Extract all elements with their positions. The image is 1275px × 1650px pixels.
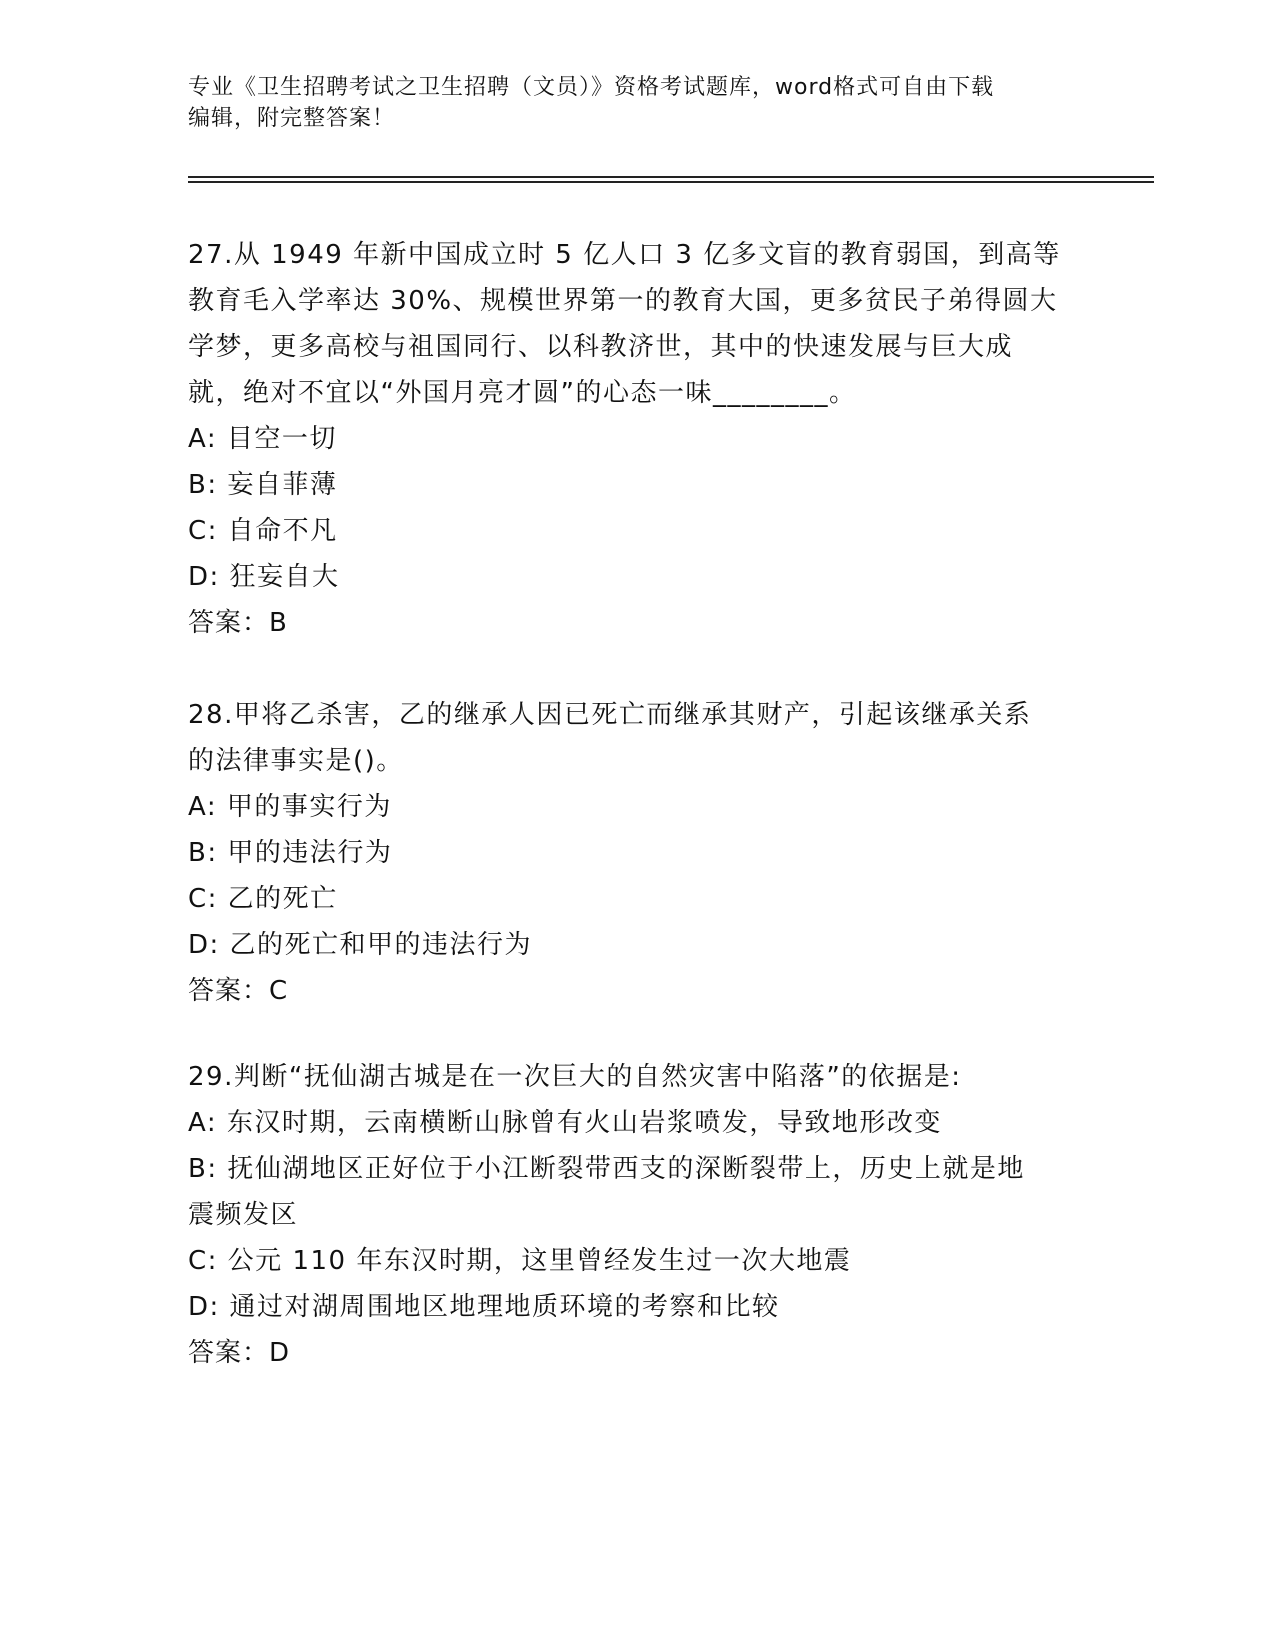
document-header (188, 72, 1068, 134)
question-stem-line: 的法律事实是()。 (188, 746, 404, 776)
option-d: D: 乙的死亡和甲的违法行为 (188, 930, 533, 960)
option-b-continued: 震频发区 (188, 1200, 299, 1230)
option-b: B: 妄自菲薄 (188, 470, 338, 500)
question-stem-line: 教育毛入学率达 30%、规模世界第一的教育大国，更多贫民子弟得圆大 (188, 286, 1058, 316)
question-stem-line: 29.判断“抚仙湖古城是在一次巨大的自然灾害中陷落”的依据是: (188, 1062, 962, 1092)
question-28 (188, 692, 1088, 1014)
option-d: D: 通过对湖周围地区地理地质环境的考察和比较 (188, 1292, 780, 1322)
answer-label: 答案：D (188, 1338, 291, 1368)
question-stem-line: 学梦，更多高校与祖国同行、以科教济世，其中的快速发展与巨大成 (188, 332, 1014, 362)
option-a: A: 东汉时期，云南横断山脉曾有火山岩浆喷发，导致地形改变 (188, 1108, 942, 1138)
question-27 (188, 232, 1088, 646)
question-29 (188, 1054, 1088, 1376)
question-stem-line: 27.从 1949 年新中国成立时 5 亿人口 3 亿多文盲的教育弱国，到高等 (188, 240, 1061, 270)
question-stem-line: 就，绝对不宜以“外国月亮才圆”的心态一味________。 (188, 378, 857, 408)
option-c: C: 乙的死亡 (188, 884, 338, 914)
option-d: D: 狂妄自大 (188, 562, 340, 592)
option-a: A: 目空一切 (188, 424, 337, 454)
option-c: C: 公元 110 年东汉时期，这里曾经发生过一次大地震 (188, 1246, 852, 1276)
option-c: C: 自命不凡 (188, 516, 338, 546)
header-line-2: 编辑，附完整答案！ (188, 106, 396, 131)
option-b: B: 抚仙湖地区正好位于小江断裂带西支的深断裂带上，历史上就是地 (188, 1154, 1025, 1184)
answer-label: 答案：C (188, 976, 289, 1006)
option-b: B: 甲的违法行为 (188, 838, 393, 868)
question-stem-line: 28.甲将乙杀害，乙的继承人因已死亡而继承其财产，引起该继承关系 (188, 700, 1032, 730)
header-divider-top (188, 176, 1154, 178)
header-divider-bottom (188, 181, 1154, 183)
option-a: A: 甲的事实行为 (188, 792, 392, 822)
header-line-1: 专业《卫生招聘考试之卫生招聘（文员）》资格考试题库，word格式可自由下载 (188, 75, 995, 100)
answer-label: 答案：B (188, 608, 288, 638)
